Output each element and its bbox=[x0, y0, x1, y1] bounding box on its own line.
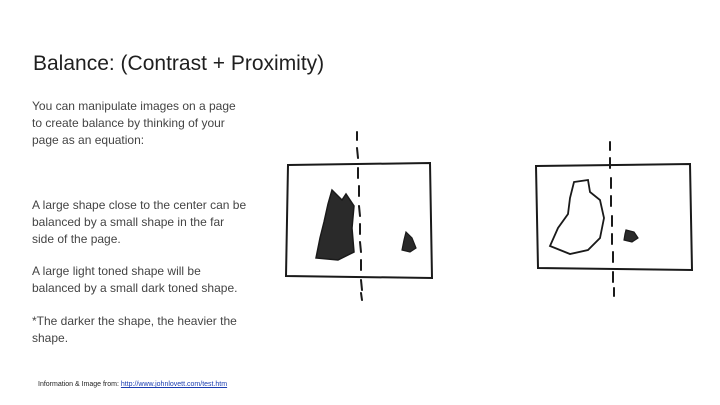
small-dark-shape-right bbox=[624, 230, 638, 242]
source-link[interactable]: http://www.johnlovett.com/test.htm bbox=[120, 381, 228, 388]
contrast-paragraph: A large light toned shape will be balanced by a small dark toned shape. bbox=[32, 264, 238, 295]
large-dark-shape bbox=[316, 190, 354, 260]
balance-sketch-right bbox=[530, 138, 695, 300]
center-axis-left bbox=[357, 132, 362, 300]
small-dark-shape-left bbox=[402, 232, 416, 252]
large-light-shape bbox=[550, 180, 604, 254]
balance-sketch-left bbox=[280, 128, 440, 306]
source-credit bbox=[38, 381, 227, 388]
source-label: Information & Image from: bbox=[38, 381, 121, 388]
page-frame-left bbox=[286, 163, 432, 278]
proximity-paragraph: A large shape close to the center can be balanced by a small shape in the far side of the page. bbox=[32, 198, 247, 246]
darker-heavier-note: *The darker the shape, the heavier the shape. bbox=[32, 314, 237, 345]
slide-title: Balance: (Contrast + Proximity) bbox=[33, 52, 325, 75]
intro-paragraph: You can manipulate images on a page to create balance by thinking of your page as an equation: bbox=[32, 99, 236, 147]
